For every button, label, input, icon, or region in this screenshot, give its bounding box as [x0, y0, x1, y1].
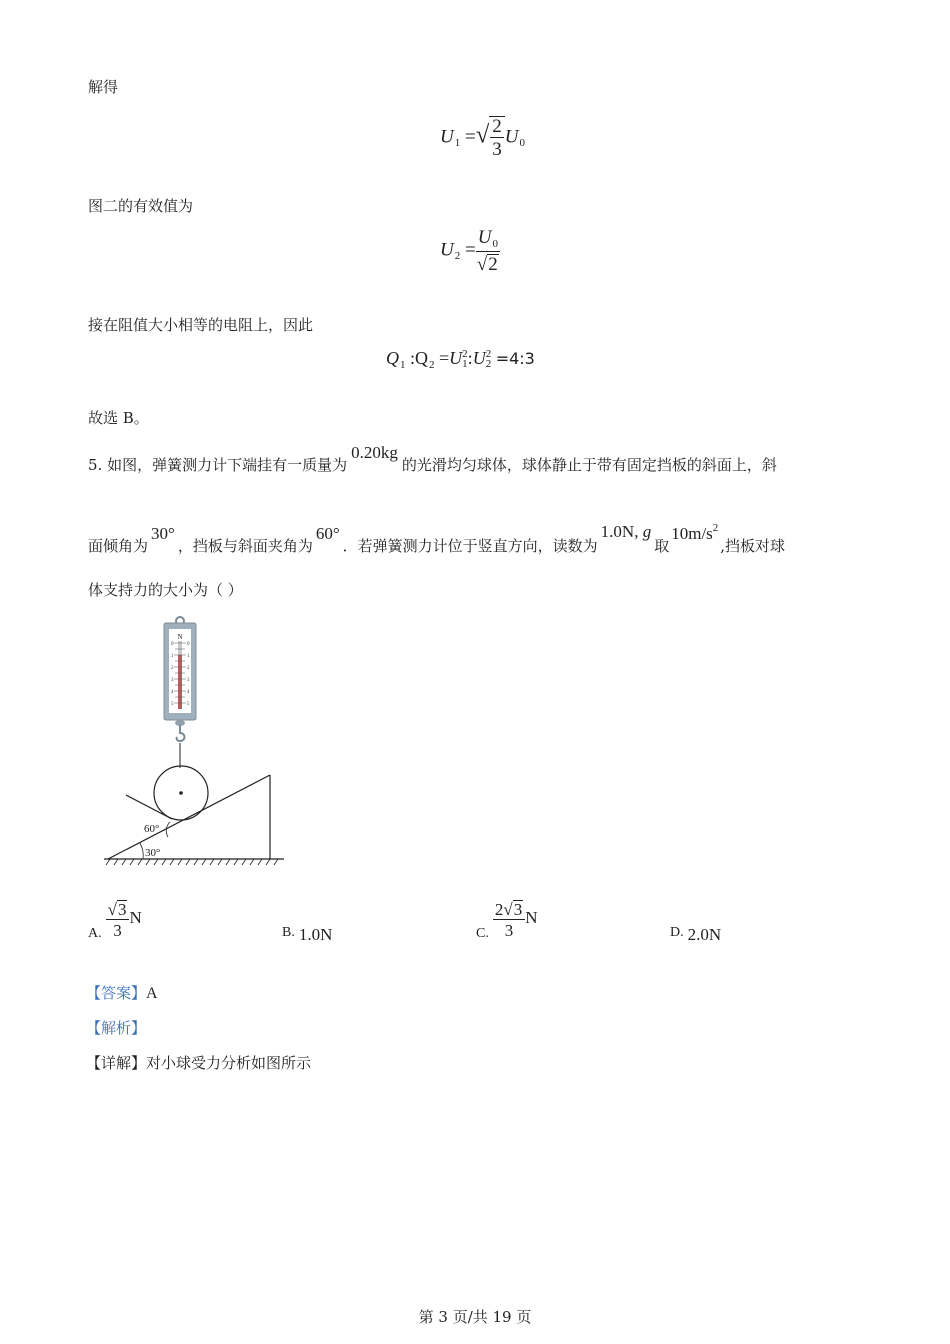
eq-sub: 2 [454, 250, 461, 263]
svg-text:1: 1 [187, 654, 190, 659]
eq-var: U [440, 126, 454, 148]
sqrt-icon: √ [476, 254, 488, 275]
option-d[interactable] [670, 925, 721, 945]
answer-label: 【答案】 [86, 984, 147, 1002]
answer-line [86, 983, 158, 1004]
eq-var: U [449, 348, 463, 368]
frac-den: 2 [488, 254, 498, 275]
q-text: ，挡板与斜面夹角为 [177, 537, 313, 555]
ball-center-dot [179, 791, 183, 795]
scale-unit-label: N [177, 633, 183, 641]
eq-sub: 2 [429, 359, 435, 371]
incline-surface [108, 775, 270, 859]
eq-colon: : [467, 348, 473, 368]
eq-sub: 0 [519, 137, 525, 150]
eq-var: U [472, 348, 486, 368]
question-line-1 [88, 443, 777, 475]
equation-u1 [440, 116, 525, 159]
eq-sub: 2 [485, 357, 492, 370]
option-value: 1.0N [298, 925, 333, 944]
hook-icon [177, 725, 185, 741]
frac-den: 3 [504, 921, 514, 940]
svg-text:2: 2 [187, 666, 190, 671]
option-unit: N [129, 908, 142, 928]
q-angle-60: 60° [315, 524, 340, 543]
eq-var: U [504, 126, 519, 148]
option-key: B. [282, 925, 295, 940]
frac-num: 2 [492, 116, 502, 137]
frac-coef: 2 [494, 900, 504, 919]
text-fig2: 图二的有效值为 [88, 197, 194, 215]
sqrt-icon: √ [107, 900, 117, 919]
q-text: ．若弹簧测力计位于竖直方向，读数为 [342, 537, 598, 555]
svg-text:0: 0 [171, 642, 174, 647]
option-key: C. [476, 926, 489, 942]
q-text: ,挡板对球 [720, 537, 786, 555]
answer-value: A [146, 985, 158, 1002]
q-gval: 10m/s [671, 524, 713, 543]
svg-text:0: 0 [187, 642, 190, 647]
analysis-label-text: 【解析】 [86, 1019, 147, 1037]
question-line-3: 体支持力的大小为（ ） [88, 581, 243, 599]
angle-arc-30 [140, 843, 143, 859]
baffle-plate [126, 795, 172, 819]
eq-result: =4:3 [495, 349, 535, 368]
option-b[interactable] [282, 925, 332, 945]
eq-var: U [440, 239, 454, 261]
svg-text:4: 4 [187, 690, 190, 695]
page-footer: 第 3 页/共 19 页 [418, 1308, 532, 1326]
svg-text:5: 5 [171, 702, 174, 707]
q-text: 取 [654, 537, 670, 555]
label-30: 30° [145, 847, 161, 859]
q-angle-30: 30° [151, 524, 175, 543]
svg-text:4: 4 [171, 690, 174, 695]
text-jiede: 解得 [88, 78, 119, 96]
frac-num: U [477, 227, 492, 248]
frac-num: 3 [513, 900, 523, 919]
option-a[interactable] [88, 900, 142, 942]
q-text: 5. 如图，弹簧测力计下端挂有一质量为 [88, 456, 348, 474]
spring-scale-incline-figure [100, 615, 300, 875]
option-value: 2.0N [687, 925, 722, 944]
detail-line [86, 1053, 311, 1073]
label-60: 60° [144, 823, 160, 835]
eq-sub: 1 [400, 359, 406, 371]
option-c[interactable] [476, 900, 537, 942]
sqrt-body [489, 116, 505, 159]
eq-var: Q [415, 348, 429, 368]
eq-sub: 1 [462, 357, 468, 370]
eq-sup: 2 [485, 347, 492, 360]
q-text: 的光滑均匀球体，球体静止于带有固定挡板的斜面上，斜 [401, 456, 777, 474]
scale-indicator [178, 655, 182, 709]
eq-sign: = [439, 348, 450, 368]
question-line-2 [88, 522, 786, 556]
frac-den: 3 [113, 921, 122, 940]
text-choose-b: 故选 B。 [88, 409, 149, 427]
text-connect: 接在阻值大小相等的电阻上，因此 [88, 316, 314, 334]
option-key: A. [88, 926, 102, 942]
q-reading: 1.0N, [600, 522, 639, 541]
eq-sub: 1 [454, 137, 461, 150]
equation-q-ratio [386, 348, 535, 371]
eq-sign: = [464, 126, 476, 148]
q-text: 面倾角为 [88, 537, 149, 555]
q-g: g [642, 522, 652, 541]
sqrt-icon: √ [475, 121, 490, 149]
q-gval-sup: 2 [712, 522, 719, 534]
detail-text: 对小球受力分析如图所示 [146, 1054, 312, 1072]
detail-label: 【详解】 [86, 1054, 147, 1072]
eq-sup: 2 [462, 347, 468, 360]
analysis-label [86, 1018, 146, 1038]
eq-sign: = [464, 239, 476, 261]
svg-text:3: 3 [171, 678, 174, 683]
option-key: D. [670, 925, 684, 940]
angle-arc-60 [166, 822, 170, 837]
eq-colon: : [410, 348, 416, 368]
frac-den: 3 [492, 139, 502, 160]
option-unit: N [525, 908, 538, 928]
equation-u2 [440, 228, 500, 274]
sqrt-icon: √ [503, 900, 513, 919]
svg-text:2: 2 [171, 666, 174, 671]
svg-text:1: 1 [171, 654, 174, 659]
eq-var: Q [386, 348, 399, 368]
q-mass: 0.20kg [351, 443, 398, 462]
svg-text:5: 5 [187, 702, 190, 707]
eq-sub: 0 [492, 238, 498, 250]
frac-num: 3 [117, 900, 127, 919]
svg-text:3: 3 [187, 678, 190, 683]
